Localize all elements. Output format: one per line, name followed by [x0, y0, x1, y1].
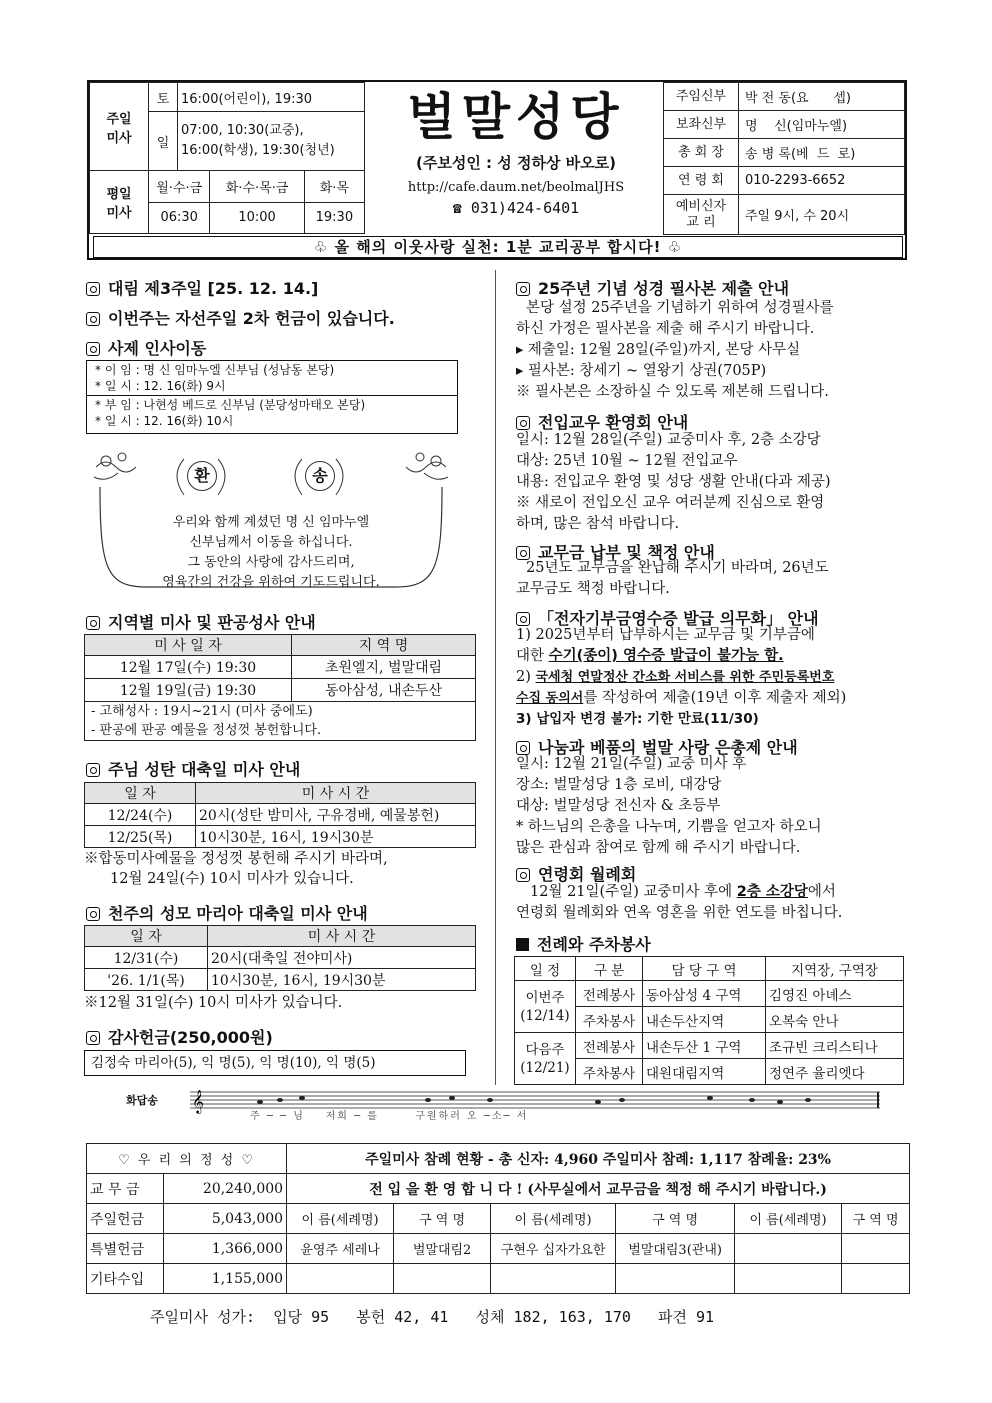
- weekday-time-1: 06:30: [149, 202, 210, 233]
- weekday-time-3: 19:30: [304, 202, 364, 233]
- farewell-char-1: 환: [187, 461, 217, 491]
- attendance: 주일미사 참례 현황 - 총 신자: 4,960 주일미사 참례: 1,117 참례율: 23%: [287, 1144, 910, 1174]
- ereceipt-text: 1) 2025년부터 납부하시는 교무금 및 기부금에 대한 수기(종이) 영수증 발급이 불가능 함. 2) 국세청 연말정산 간소화 서비스를 위한 주민등록번호 수집 동의서를 작성하여 제출(19년 이후 제출자 제외) 3) 납입자 변경 불가: 기한 만료(11/30): [516, 627, 847, 727]
- mass-hymns: 주일미사 성가: 입당 95 봉헌 42, 41 성체 182, 163, 170 파견 91: [150, 1308, 715, 1326]
- farewell-char-2: 송: [305, 461, 335, 491]
- heading-liturgy: 전례와 주차봉사: [516, 932, 651, 955]
- square-bullet-icon: [516, 938, 529, 951]
- heart-title: ♡ 우 리 의 정 성 ♡: [87, 1144, 287, 1174]
- bible-text: 본당 설정 25주년을 기념하기 위하여 성경필사를 하신 가정은 필사본을 제출 해 주시기 바랍니다. ▸ 제출일: 12월 28일(주일)까지, 본당 사무실 ▸ 필사본: 창세기 ~ 열왕기 상권(705P) ※ 필사본은 소장하실 수 있도록 제본해 드립니다.: [516, 300, 834, 400]
- regional-table: 미 사 일 자 지 역 명 12월 17일(수) 19:30 초원엘지, 벌말대림 12월 19일(금) 19:30 동아삼성, 내손두산 - 고해성사 : 19시~21시 (미사 중에도) - 판공에 판공 예물을 정성껏 봉헌합니다.: [84, 634, 476, 741]
- sunday-time-1: 07:00, 10:30(교중),: [181, 123, 304, 139]
- weekday-col-2: 화·수·목·금: [210, 171, 304, 202]
- bullet-icon: [86, 907, 100, 921]
- patron-saint: (주보성인 : 성 정하상 바오로): [416, 154, 616, 172]
- staff-role: 주임신부: [664, 83, 739, 111]
- church-title: 벌말성당: [407, 88, 625, 146]
- liturgy-table: 일 정 구 분 담 당 구 역 지역장, 구역장 이번주 (12/14) 전례봉사 동아삼성 4 구역 김영진 아녜스 주차봉사 내손두산지역 오복숙 안나 다음주 (12/21) 전례봉사 내손두산 1 구역 조규빈 크리스티나 주차봉사 대원대림지역 정연주 율리엣다: [514, 956, 904, 1085]
- staff-name: 박 전 동(요 셉): [739, 83, 905, 111]
- psalm-label: 화답송: [126, 1094, 158, 1107]
- heading-memorial: 연령회 월례회: [516, 862, 636, 885]
- heading-transfer: 사제 인사이동: [86, 336, 206, 359]
- heading-sharing: 나눔과 베품의 벌말 사랑 은총제 안내: [516, 735, 798, 758]
- heading-bible: 25주년 기념 성경 필사본 제출 안내: [516, 276, 789, 299]
- weekday-col-3: 화·목: [304, 171, 364, 202]
- sharing-text: 일시: 12월 21일(주일) 교중 미사 후 장소: 벌말성당 1층 로비, 대강당 대상: 벌말성당 전신자 & 초등부 * 하느님의 은총을 나누며, 기쁨을 얻고자 하오니 많은 관심과 참여로 함께 해 주시기 바랍니다.: [516, 756, 822, 856]
- staff-name: 주일 9시, 수 20시: [739, 195, 905, 235]
- heading-welcome: 전입교우 환영회 안내: [516, 410, 688, 433]
- staff-role: 연 령 회: [664, 167, 739, 195]
- column-divider: [495, 270, 496, 1085]
- christmas-note-2: 12월 24일(수) 10시 미사가 있습니다.: [110, 871, 354, 887]
- farewell-message: 우리와 함께 계셨던 명 신 임마누엘 신부님께서 이동을 하십니다. 그 동안의 사랑에 감사드리며, 영육간의 건강을 위하여 기도드립니다.: [162, 515, 380, 590]
- bullet-icon: [516, 741, 530, 755]
- bullet-icon: [86, 312, 100, 326]
- staff-role: 총 회 장: [664, 139, 739, 167]
- transfer-out-date: * 일 시 : 12. 16(화) 9시: [95, 379, 226, 393]
- memorial-text: 12월 21일(주일) 교중미사 후에 2층 소강당에서 연령회 월례회와 연옥 영혼을 위한 연도를 바칩니다.: [516, 884, 843, 921]
- mass-schedule-table: [89, 82, 365, 234]
- saturday-time: 16:00(어린이), 19:30: [178, 83, 365, 112]
- heading-regional: 지역별 미사 및 판공성사 안내: [86, 610, 316, 633]
- heading-advent: 대림 제3주일 [25. 12. 14.]: [86, 276, 318, 299]
- transfer-in: * 부 임 : 나현성 베드로 신부님 (분당성마태오 본당): [95, 398, 366, 412]
- staff-table: [663, 82, 905, 235]
- year-motto-banner: ♧ 올 해의 이웃사랑 실천: 1분 교리공부 합시다! ♧: [93, 236, 903, 258]
- bullet-icon: [516, 612, 530, 626]
- mary-note: ※12월 31일(수) 10시 미사가 있습니다.: [84, 995, 343, 1011]
- sunday-time-2: 16:00(학생), 19:30(청년): [181, 143, 335, 159]
- offering-table: ♡ 우 리 의 정 성 ♡ 주일미사 참례 현황 - 총 신자: 4,960 주일미사 참례: 1,117 참례율: 23% 교 무 금 20,240,000 전 입 을 환 영 합 니 다 ! (사무실에서 교무금을 책정 해 주시기 바랍니다.) 주일헌금 5,043,000 이 름(세례명) 구 역 명 이 름(세례명) 구 역 명 이 름(세례명) 구 역 명 특별헌금 1,366,000 윤영주 세레나 벌말대림2 구현우 십자가요한 벌말대림3(관내) 기타수입 1,155,000: [86, 1143, 910, 1294]
- transfer-out: * 이 임 : 명 신 임마누엘 신부님 (성남동 본당): [95, 363, 335, 377]
- weekday-mass-label: 평일 미사: [90, 171, 149, 234]
- dues-text: 25년도 교무금을 완납해 주시기 바라며, 26년도 교무금도 책정 바랍니다.: [516, 560, 829, 597]
- christmas-note-1: ※합동미사예물을 정성껏 봉헌해 주시기 바라며,: [84, 851, 388, 867]
- bullet-icon: [516, 868, 530, 882]
- farewell-card: [86, 447, 456, 597]
- welcome-text: 일시: 12월 28일(주일) 교중미사 후, 2층 소강당 대상: 25년 10월 ~ 12월 전입교우 내용: 전입교우 환영 및 성당 생활 안내(다과 제공) ※ 새로이 전입오신 교우 여러분께 진심으로 환영 하며, 많은 참석 바랍니다.: [516, 432, 831, 532]
- bullet-icon: [86, 342, 100, 356]
- thanks-box: 김정숙 마리아(5), 익 명(5), 익 명(10), 익 명(5): [84, 1050, 466, 1076]
- transfer-box: [86, 360, 458, 434]
- bullet-icon: [86, 1031, 100, 1045]
- svg-text:𝄞: 𝄞: [192, 1089, 204, 1113]
- bullet-icon: [86, 616, 100, 630]
- heading-charity: 이번주는 자선주일 2차 헌금이 있습니다.: [86, 306, 395, 329]
- staff-name: 010-2293-6652: [739, 167, 905, 195]
- cafe-url[interactable]: http://cafe.daum.net/beolmalJHS: [407, 180, 625, 195]
- bullet-icon: [86, 763, 100, 777]
- mary-table: 일 자 미 사 시 간 12/31(수) 20시(대축일 전야미사) '26. 1/1(목) 10시30분, 16시, 19시30분: [84, 925, 476, 991]
- heading-christmas: 주님 성탄 대축일 미사 안내: [86, 757, 300, 780]
- staff-name: 송 병 록(베 드 로): [739, 139, 905, 167]
- sunday-mass-label: 주일 미사: [90, 83, 149, 171]
- heading-dues: 교무금 납부 및 책정 안내: [516, 540, 715, 563]
- christmas-table: 일 자 미 사 시 간 12/24(수) 20시(성탄 밤미사, 구유경배, 예물봉헌) 12/25(목) 10시30분, 16시, 19시30분: [84, 782, 476, 848]
- heading-thanks: 감사헌금(250,000원): [86, 1025, 273, 1048]
- saturday-label: 토: [149, 83, 178, 112]
- transfer-in-date: * 일 시 : 12. 16(화) 10시: [95, 414, 234, 428]
- heading-mary: 천주의 성모 마리아 대축일 미사 안내: [86, 901, 368, 924]
- staff-role: 예비신자 교 리: [664, 195, 739, 235]
- bullet-icon: [516, 416, 530, 430]
- psalm-lyrics: 주 ─ ─ 님 저희 ─ 를 구원하러 오 ─소─ 서: [250, 1111, 529, 1122]
- staff-role: 보좌신부: [664, 111, 739, 139]
- bullet-icon: [516, 282, 530, 296]
- welcome-banner: 전 입 을 환 영 합 니 다 ! (사무실에서 교무금을 책정 해 주시기 바랍니다.): [287, 1174, 910, 1204]
- weekday-time-2: 10:00: [210, 202, 304, 233]
- bullet-icon: [86, 282, 100, 296]
- sunday-label: 일: [149, 112, 178, 171]
- weekday-col-1: 월·수·금: [149, 171, 210, 202]
- masthead: [87, 80, 907, 260]
- church-phone: ☎ 031)424-6401: [452, 199, 580, 217]
- staff-name: 명 신(임마누엘): [739, 111, 905, 139]
- heading-ereceipt: 「전자기부금영수증 발급 의무화」 안내: [516, 606, 819, 629]
